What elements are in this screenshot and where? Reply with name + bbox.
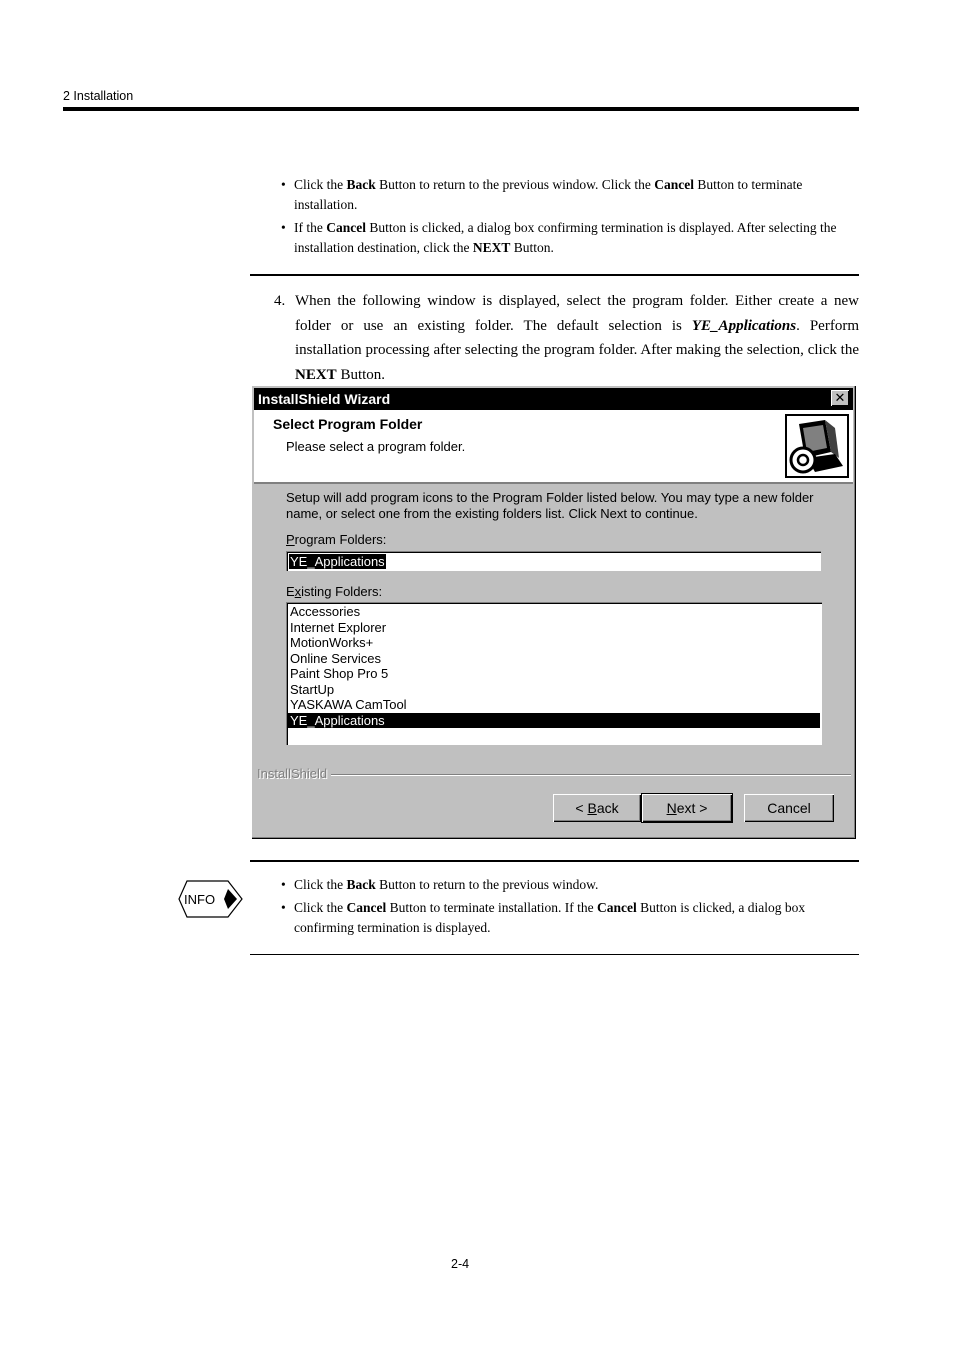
info-text bbox=[281, 898, 856, 938]
bold-text: Back bbox=[346, 877, 376, 892]
running-head: 2 Installation bbox=[63, 89, 134, 103]
note-item bbox=[281, 218, 856, 258]
label-text: E bbox=[286, 584, 295, 599]
mnemonic: P bbox=[286, 532, 295, 547]
installshield-brand: InstallShield bbox=[257, 766, 328, 781]
info-top-rule bbox=[250, 860, 859, 862]
setup-description: Setup will add program icons to the Program Folder listed below. You may type a new folder name, or select one from the existing folders list. Click Next to continue. bbox=[286, 490, 814, 521]
info-bottom-rule bbox=[250, 954, 859, 955]
info-mark-icon bbox=[178, 880, 244, 918]
back-button[interactable] bbox=[553, 794, 641, 822]
panel-subtitle: Please select a program folder. bbox=[286, 439, 466, 454]
text: Button is clicked, a dialog box confirming termination is displayed. bbox=[294, 900, 806, 935]
existing-folders-label bbox=[286, 584, 382, 599]
emphasis-text: YE_Applications bbox=[691, 317, 797, 334]
next-button[interactable] bbox=[642, 794, 732, 822]
step-number: 4. bbox=[274, 293, 286, 309]
program-folders-label bbox=[286, 532, 386, 547]
close-button[interactable] bbox=[831, 390, 849, 406]
header-rule bbox=[63, 107, 859, 111]
folder-item[interactable]: Internet Explorer bbox=[290, 619, 387, 635]
mnemonic: N bbox=[666, 800, 677, 816]
folder-item-selected[interactable]: YE_Applications bbox=[288, 713, 820, 729]
brand-divider bbox=[331, 774, 851, 776]
bold-text: Cancel bbox=[654, 177, 694, 192]
program-folder-input[interactable] bbox=[286, 551, 821, 571]
text: Button to return to the previous window. bbox=[375, 877, 599, 892]
cancel-button[interactable]: Cancel bbox=[744, 794, 834, 822]
folder-item[interactable]: YASKAWA CamTool bbox=[290, 697, 407, 712]
bold-text: Cancel bbox=[326, 220, 366, 235]
info-text bbox=[281, 875, 856, 895]
note-item bbox=[281, 175, 856, 215]
section-rule bbox=[250, 274, 859, 276]
button-text: ext > bbox=[676, 800, 708, 816]
bold-text: Cancel bbox=[596, 900, 637, 915]
bold-text: Cancel bbox=[346, 900, 387, 915]
existing-folders-list[interactable] bbox=[286, 602, 822, 745]
bullet: • bbox=[281, 877, 286, 892]
panel-title: Select Program Folder bbox=[273, 416, 423, 432]
note-text bbox=[281, 175, 856, 215]
bold-text: NEXT bbox=[472, 240, 511, 255]
bold-text: Back bbox=[346, 177, 376, 192]
close-icon: ✕ bbox=[834, 390, 846, 405]
bullet: • bbox=[281, 900, 286, 915]
info-mark-label: INFO bbox=[184, 892, 216, 907]
button-text: < bbox=[575, 800, 588, 816]
computer-disk-icon bbox=[785, 414, 849, 478]
text: Button is clicked, a dialog box confirming termination is displayed. After selecting the installation destination, click the bbox=[294, 220, 837, 255]
text: Button. bbox=[510, 240, 554, 255]
bullet: • bbox=[281, 220, 286, 235]
text: When the following window is displayed, select the program folder. Either create a new folder or use an existing folder. The default selection is bbox=[295, 293, 859, 334]
header-panel bbox=[254, 410, 853, 484]
text: Button to terminate installation. bbox=[294, 177, 803, 212]
note-text bbox=[281, 218, 856, 258]
folder-item[interactable]: Online Services bbox=[290, 650, 382, 666]
label-text: rogram Folders: bbox=[294, 532, 387, 547]
button-text: ack bbox=[596, 800, 619, 816]
title-bar bbox=[254, 388, 853, 410]
mnemonic: B bbox=[587, 800, 597, 816]
text: Click the bbox=[294, 900, 347, 915]
info-item bbox=[281, 875, 856, 895]
text: Button to return to the previous window. Click the bbox=[375, 177, 655, 192]
folder-item[interactable]: Paint Shop Pro 5 bbox=[290, 666, 389, 681]
text: . Perform installation processing after selecting the program folder. After making the selection, click the bbox=[295, 317, 859, 358]
page-number: 2-4 bbox=[451, 1257, 470, 1271]
info-item bbox=[281, 898, 856, 938]
text: If the bbox=[294, 220, 327, 235]
text: Button. bbox=[336, 366, 386, 383]
text: Click the bbox=[294, 177, 347, 192]
folder-item[interactable]: MotionWorks+ bbox=[290, 635, 374, 650]
step-text bbox=[295, 289, 859, 387]
program-folder-value: YE_Applications bbox=[290, 554, 385, 569]
mnemonic: x bbox=[294, 584, 302, 599]
bold-text: NEXT bbox=[295, 366, 337, 383]
folder-item[interactable]: StartUp bbox=[290, 681, 335, 697]
text: Click the bbox=[294, 877, 347, 892]
installshield-dialog bbox=[251, 385, 856, 839]
text: Button to terminate installation. If the bbox=[386, 900, 597, 915]
dialog-title: InstallShield Wizard bbox=[258, 391, 391, 407]
bullet: • bbox=[281, 177, 286, 192]
label-text: isting Folders: bbox=[301, 584, 383, 599]
folder-item[interactable]: Accessories bbox=[290, 604, 361, 619]
